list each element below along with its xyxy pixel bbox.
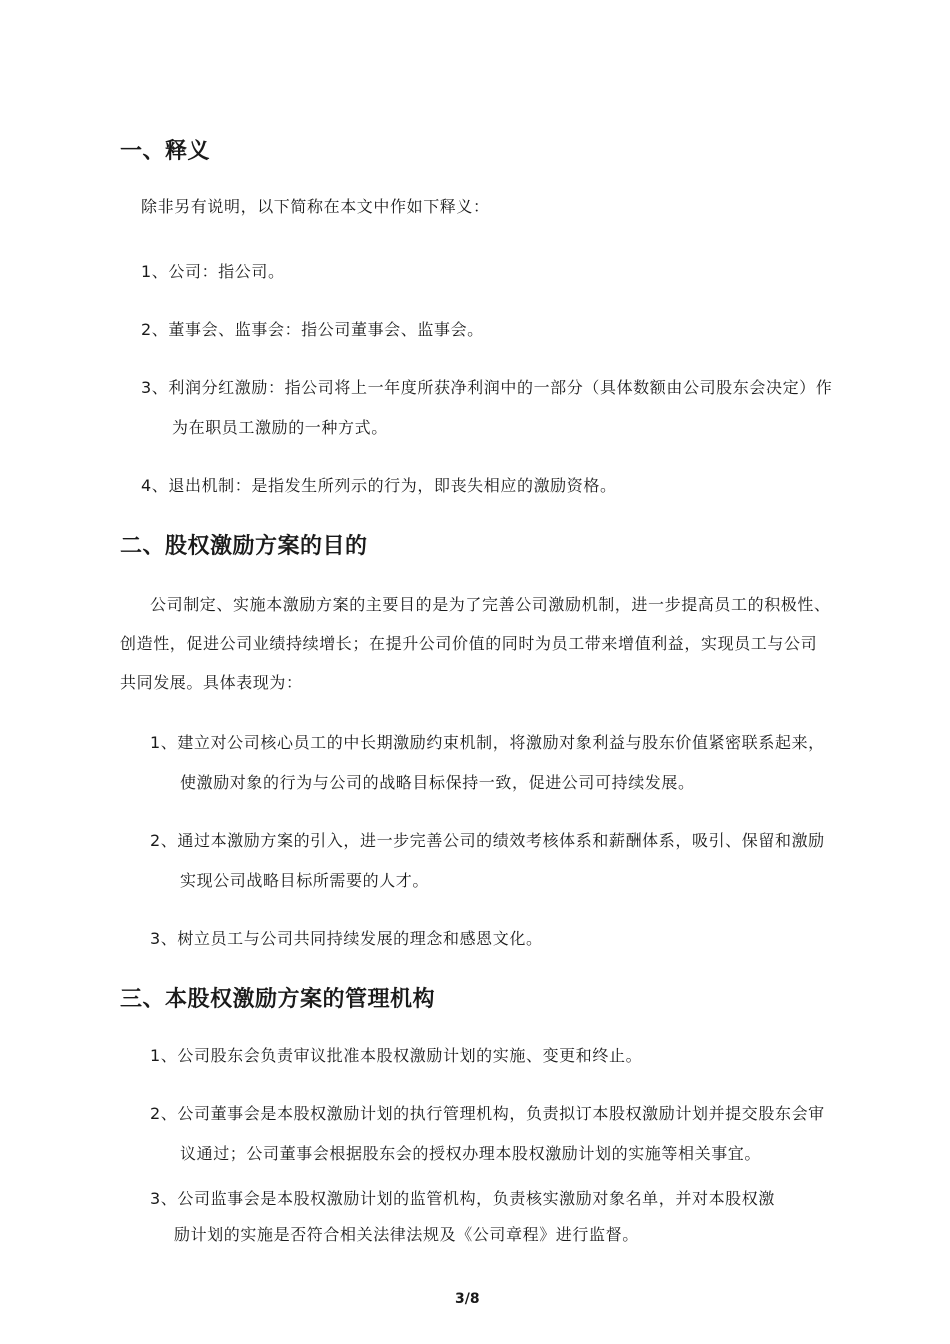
management-item-2-cont: 议通过；公司董事会根据股东会的授权办理本股权激励计划的实施等相关事宜。	[180, 1144, 762, 1163]
purpose-item-1-cont: 使激励对象的行为与公司的战略目标保持一致，促进公司可持续发展。	[180, 773, 695, 792]
purpose-item-3: 3、树立员工与公司共同持续发展的理念和感恩文化。	[150, 929, 543, 948]
page-number: 3/8	[455, 1291, 480, 1307]
definitions-intro: 除非另有说明，以下简称在本文中作如下释义：	[141, 197, 490, 216]
management-item-3: 3、公司监事会是本股权激励计划的监管机构，负责核实激励对象名单，并对本股权激	[150, 1189, 775, 1208]
purpose-item-2-cont: 实现公司战略目标所需要的人才。	[180, 871, 430, 890]
definition-item-3: 3、利润分红激励：指公司将上一年度所获净利润中的一部分（具体数额由公司股东会决定）作	[141, 378, 833, 397]
purpose-paragraph-line-1: 公司制定、实施本激励方案的主要目的是为了完善公司激励机制，进一步提高员工的积极性、	[150, 595, 831, 614]
management-item-2: 2、公司董事会是本股权激励计划的执行管理机构，负责拟订本股权激励计划并提交股东会审	[150, 1104, 825, 1123]
section-heading-purpose: 二、股权激励方案的目的	[120, 534, 368, 559]
definition-item-2: 2、董事会、监事会：指公司董事会、监事会。	[141, 320, 484, 339]
purpose-paragraph-line-3: 共同发展。具体表现为：	[120, 673, 303, 692]
definition-item-1: 1、公司：指公司。	[141, 262, 285, 281]
section-heading-definitions: 一、释义	[120, 139, 211, 164]
management-item-3-cont: 励计划的实施是否符合相关法律法规及《公司章程》进行监督。	[174, 1225, 639, 1244]
purpose-item-2: 2、通过本激励方案的引入，进一步完善公司的绩效考核体系和薪酬体系，吸引、保留和激励	[150, 831, 825, 850]
definition-item-3-cont: 为在职员工激励的一种方式。	[172, 418, 388, 437]
definition-item-4: 4、退出机制：是指发生所列示的行为，即丧失相应的激励资格。	[141, 476, 617, 495]
management-item-1: 1、公司股东会负责审议批准本股权激励计划的实施、变更和终止。	[150, 1046, 643, 1065]
purpose-paragraph-line-2: 创造性，促进公司业绩持续增长；在提升公司价值的同时为员工带来增值利益，实现员工与公司	[120, 634, 818, 653]
purpose-item-1: 1、建立对公司核心员工的中长期激励约束机制，将激励对象利益与股东价值紧密联系起来，	[150, 733, 825, 752]
section-heading-management: 三、本股权激励方案的管理机构	[120, 987, 436, 1012]
